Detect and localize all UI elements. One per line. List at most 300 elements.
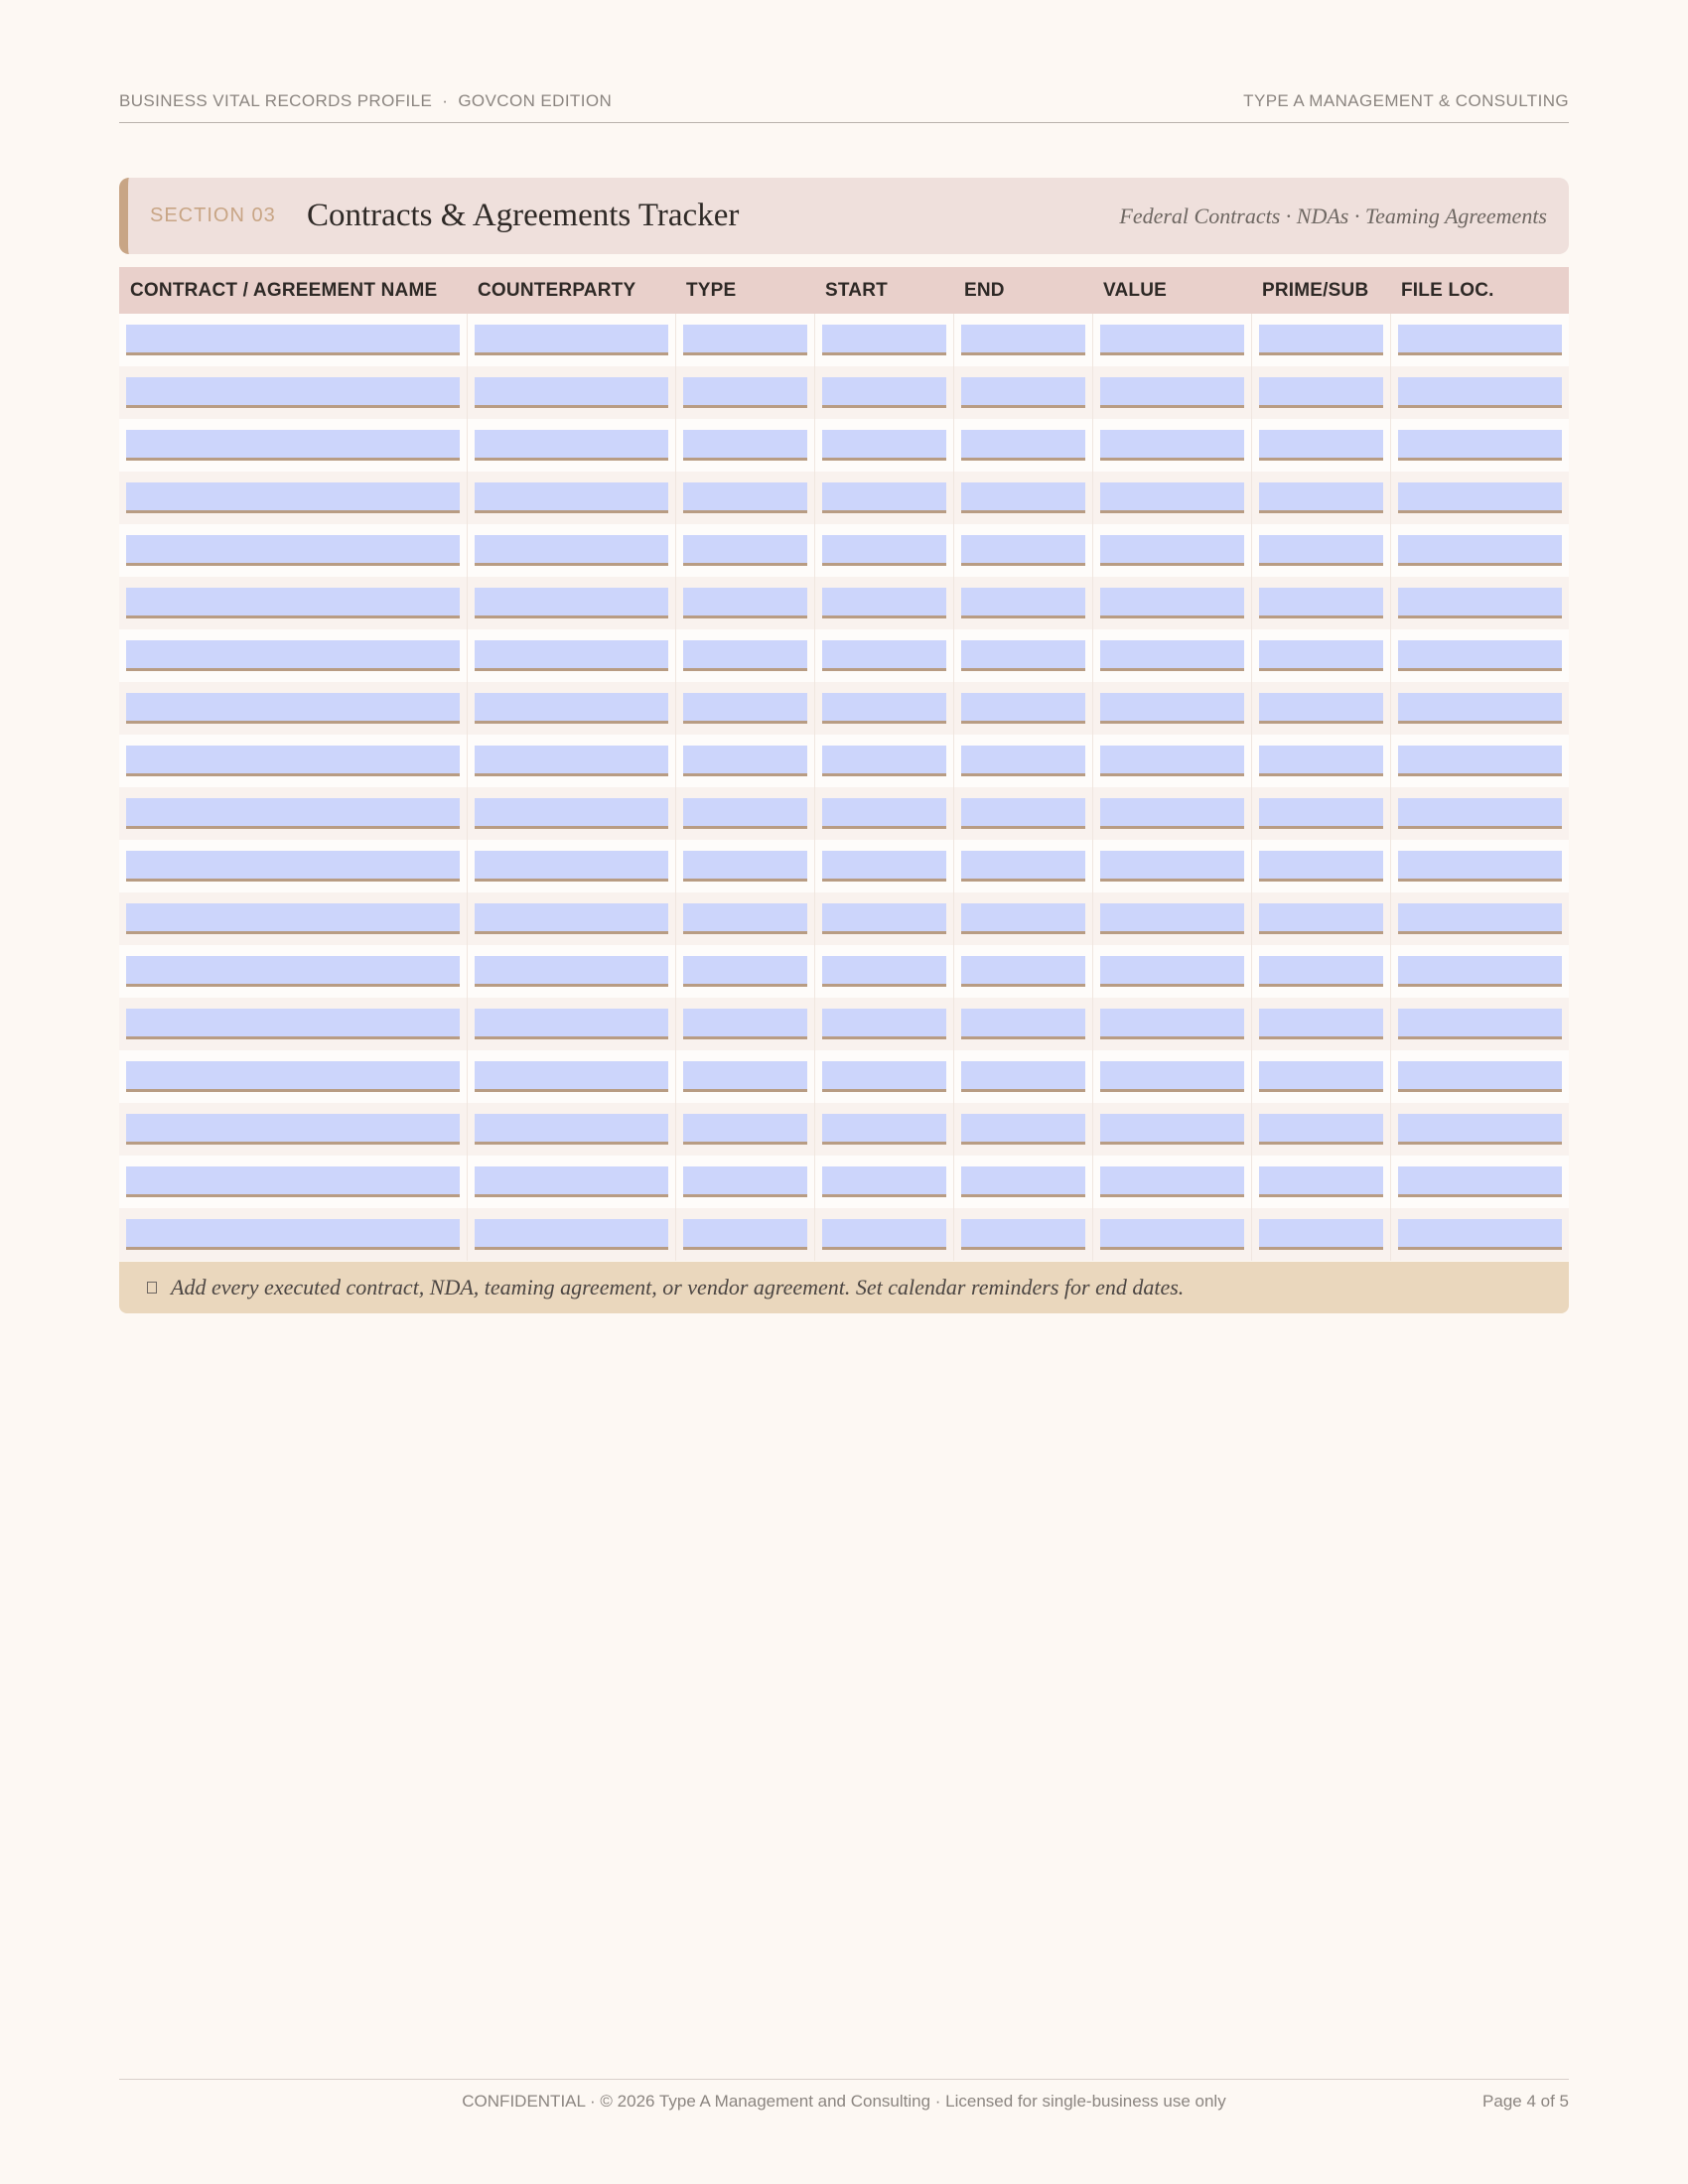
table-cell xyxy=(814,419,953,472)
table-cell xyxy=(814,472,953,524)
table-cell xyxy=(1251,945,1390,998)
end-date-field[interactable] xyxy=(961,325,1085,355)
table-cell xyxy=(675,1103,814,1156)
value-field[interactable] xyxy=(1100,798,1244,829)
instruction-note xyxy=(119,1262,1569,1313)
value-field[interactable] xyxy=(1100,325,1244,355)
name-field[interactable] xyxy=(126,588,460,618)
start-date-field[interactable] xyxy=(822,640,946,671)
type-field[interactable] xyxy=(683,851,807,882)
table-cell xyxy=(467,840,675,892)
start-date-field[interactable] xyxy=(822,1114,946,1145)
table-row xyxy=(119,840,1569,892)
table-cell xyxy=(675,314,814,366)
prime-sub-field[interactable] xyxy=(1259,1219,1383,1250)
name-field[interactable] xyxy=(126,798,460,829)
value-field[interactable] xyxy=(1100,430,1244,461)
column-header-end: END xyxy=(953,267,1092,314)
column-header-start: START xyxy=(814,267,953,314)
table-cell xyxy=(1251,1050,1390,1103)
table-cell xyxy=(814,840,953,892)
column-header-prime-sub: PRIME/SUB xyxy=(1251,267,1390,314)
table-cell xyxy=(1092,892,1251,945)
table-cell xyxy=(1092,735,1251,787)
prime-sub-field[interactable] xyxy=(1259,430,1383,461)
type-field[interactable] xyxy=(683,535,807,566)
table-cell xyxy=(953,682,1092,735)
start-date-field[interactable] xyxy=(822,903,946,934)
table-row xyxy=(119,472,1569,524)
table-cell xyxy=(814,892,953,945)
type-field[interactable] xyxy=(683,1219,807,1250)
table-cell xyxy=(467,472,675,524)
table-row xyxy=(119,1156,1569,1208)
prime-sub-field[interactable] xyxy=(1259,903,1383,934)
table-cell xyxy=(675,629,814,682)
counterparty-field[interactable] xyxy=(475,1061,668,1092)
end-date-field[interactable] xyxy=(961,640,1085,671)
prime-sub-field[interactable] xyxy=(1259,535,1383,566)
type-field[interactable] xyxy=(683,640,807,671)
value-field[interactable] xyxy=(1100,903,1244,934)
table-cell xyxy=(1092,472,1251,524)
table-cell xyxy=(467,892,675,945)
running-header xyxy=(119,91,1569,123)
start-date-field[interactable] xyxy=(822,535,946,566)
table-cell xyxy=(814,998,953,1050)
edition-label: GOVCON EDITION xyxy=(458,91,613,110)
table-cell xyxy=(675,682,814,735)
prime-sub-field[interactable] xyxy=(1259,1166,1383,1197)
type-field[interactable] xyxy=(683,956,807,987)
end-date-field[interactable] xyxy=(961,1114,1085,1145)
name-field[interactable] xyxy=(126,903,460,934)
table-cell xyxy=(1390,945,1569,998)
end-date-field[interactable] xyxy=(961,798,1085,829)
table-cell xyxy=(119,1050,467,1103)
company-name: TYPE A MANAGEMENT & CONSULTING xyxy=(1243,91,1569,110)
table-cell xyxy=(119,682,467,735)
file-location-field[interactable] xyxy=(1398,325,1563,355)
counterparty-field[interactable] xyxy=(475,640,668,671)
start-date-field[interactable] xyxy=(822,1061,946,1092)
table-cell xyxy=(119,735,467,787)
start-date-field[interactable] xyxy=(822,325,946,355)
start-date-field[interactable] xyxy=(822,851,946,882)
counterparty-field[interactable] xyxy=(475,746,668,776)
name-field[interactable] xyxy=(126,1061,460,1092)
table-row xyxy=(119,577,1569,629)
table-cell xyxy=(119,840,467,892)
table-cell xyxy=(119,629,467,682)
table-cell xyxy=(467,629,675,682)
table-cell xyxy=(467,682,675,735)
table-cell xyxy=(814,945,953,998)
table-row xyxy=(119,366,1569,419)
end-date-field[interactable] xyxy=(961,693,1085,724)
name-field[interactable] xyxy=(126,535,460,566)
table-cell xyxy=(467,1208,675,1261)
table-cell xyxy=(1251,1208,1390,1261)
contracts-table xyxy=(119,267,1569,1261)
start-date-field[interactable] xyxy=(822,798,946,829)
file-location-field[interactable] xyxy=(1398,1114,1563,1145)
table-cell xyxy=(1390,840,1569,892)
table-cell xyxy=(1092,314,1251,366)
name-field[interactable] xyxy=(126,482,460,513)
table-cell xyxy=(953,524,1092,577)
table-cell xyxy=(1251,524,1390,577)
table-cell xyxy=(1092,1156,1251,1208)
value-field[interactable] xyxy=(1100,640,1244,671)
table-cell xyxy=(953,366,1092,419)
value-field[interactable] xyxy=(1100,1166,1244,1197)
table-cell xyxy=(467,787,675,840)
end-date-field[interactable] xyxy=(961,535,1085,566)
start-date-field[interactable] xyxy=(822,746,946,776)
table-cell xyxy=(119,366,467,419)
value-field[interactable] xyxy=(1100,1219,1244,1250)
prime-sub-field[interactable] xyxy=(1259,377,1383,408)
prime-sub-field[interactable] xyxy=(1259,746,1383,776)
table-cell xyxy=(953,892,1092,945)
end-date-field[interactable] xyxy=(961,430,1085,461)
table-cell xyxy=(675,1208,814,1261)
table-cell xyxy=(953,1103,1092,1156)
table-cell xyxy=(1092,366,1251,419)
table-cell xyxy=(1390,419,1569,472)
column-header-type: TYPE xyxy=(675,267,814,314)
value-field[interactable] xyxy=(1100,588,1244,618)
table-cell xyxy=(1092,629,1251,682)
file-location-field[interactable] xyxy=(1398,482,1563,513)
table-cell xyxy=(814,314,953,366)
table-cell xyxy=(1390,524,1569,577)
table-cell xyxy=(675,840,814,892)
counterparty-field[interactable] xyxy=(475,482,668,513)
table-cell xyxy=(1251,419,1390,472)
file-location-field[interactable] xyxy=(1398,1219,1563,1250)
page-footer xyxy=(119,2079,1569,2111)
column-header-name: CONTRACT / AGREEMENT NAME xyxy=(119,267,467,314)
table-cell xyxy=(467,314,675,366)
table-cell xyxy=(814,366,953,419)
end-date-field[interactable] xyxy=(961,1219,1085,1250)
table-cell xyxy=(467,998,675,1050)
name-field[interactable] xyxy=(126,377,460,408)
type-field[interactable] xyxy=(683,482,807,513)
table-cell xyxy=(1092,945,1251,998)
section-number: SECTION 03 xyxy=(150,205,276,226)
value-field[interactable] xyxy=(1100,535,1244,566)
table-cell xyxy=(1251,682,1390,735)
file-location-field[interactable] xyxy=(1398,640,1563,671)
end-date-field[interactable] xyxy=(961,851,1085,882)
counterparty-field[interactable] xyxy=(475,325,668,355)
table-cell xyxy=(1251,840,1390,892)
file-location-field[interactable] xyxy=(1398,903,1563,934)
table-cell xyxy=(1251,577,1390,629)
end-date-field[interactable] xyxy=(961,377,1085,408)
table-cell xyxy=(1092,787,1251,840)
table-cell xyxy=(1251,472,1390,524)
name-field[interactable] xyxy=(126,1114,460,1145)
name-field[interactable] xyxy=(126,851,460,882)
type-field[interactable] xyxy=(683,325,807,355)
prime-sub-field[interactable] xyxy=(1259,325,1383,355)
name-field[interactable] xyxy=(126,693,460,724)
table-cell xyxy=(953,629,1092,682)
start-date-field[interactable] xyxy=(822,1009,946,1039)
value-field[interactable] xyxy=(1100,851,1244,882)
prime-sub-field[interactable] xyxy=(1259,851,1383,882)
table-cell xyxy=(675,787,814,840)
table-row xyxy=(119,1050,1569,1103)
counterparty-field[interactable] xyxy=(475,693,668,724)
table-cell xyxy=(675,366,814,419)
page-number: Page 4 of 5 xyxy=(1482,2092,1569,2111)
prime-sub-field[interactable] xyxy=(1259,640,1383,671)
table-cell xyxy=(1092,1050,1251,1103)
table-cell xyxy=(1251,629,1390,682)
file-location-field[interactable] xyxy=(1398,1061,1563,1092)
table-cell xyxy=(814,577,953,629)
counterparty-field[interactable] xyxy=(475,1219,668,1250)
table-cell xyxy=(814,1208,953,1261)
table-cell xyxy=(1251,314,1390,366)
table-cell xyxy=(467,577,675,629)
table-cell xyxy=(119,1156,467,1208)
file-location-field[interactable] xyxy=(1398,1009,1563,1039)
table-cell xyxy=(1251,998,1390,1050)
table-cell xyxy=(953,735,1092,787)
table-cell xyxy=(953,1050,1092,1103)
table-cell xyxy=(1251,892,1390,945)
table-cell xyxy=(1390,892,1569,945)
table-cell xyxy=(675,419,814,472)
name-field[interactable] xyxy=(126,746,460,776)
end-date-field[interactable] xyxy=(961,1061,1085,1092)
table-cell xyxy=(675,1050,814,1103)
table-row xyxy=(119,314,1569,366)
table-cell xyxy=(1390,1103,1569,1156)
table-cell xyxy=(119,892,467,945)
name-field[interactable] xyxy=(126,325,460,355)
table-cell xyxy=(1092,524,1251,577)
counterparty-field[interactable] xyxy=(475,535,668,566)
prime-sub-field[interactable] xyxy=(1259,956,1383,987)
note-text: Add every executed contract, NDA, teaming agreement, or vendor agreement. Set calendar reminders for end dates. xyxy=(171,1275,1185,1299)
value-field[interactable] xyxy=(1100,1114,1244,1145)
table-row xyxy=(119,524,1569,577)
table-cell xyxy=(953,787,1092,840)
table-cell xyxy=(814,787,953,840)
name-field[interactable] xyxy=(126,1009,460,1039)
table-cell xyxy=(953,1156,1092,1208)
file-location-field[interactable] xyxy=(1398,798,1563,829)
value-field[interactable] xyxy=(1100,693,1244,724)
table-cell xyxy=(119,1103,467,1156)
value-field[interactable] xyxy=(1100,1061,1244,1092)
prime-sub-field[interactable] xyxy=(1259,1114,1383,1145)
type-field[interactable] xyxy=(683,1009,807,1039)
table-cell xyxy=(814,1050,953,1103)
table-cell xyxy=(675,1156,814,1208)
table-cell xyxy=(953,419,1092,472)
name-field[interactable] xyxy=(126,956,460,987)
table-cell xyxy=(1390,735,1569,787)
value-field[interactable] xyxy=(1100,746,1244,776)
table-cell xyxy=(1092,1103,1251,1156)
start-date-field[interactable] xyxy=(822,1219,946,1250)
counterparty-field[interactable] xyxy=(475,1114,668,1145)
document-title: BUSINESS VITAL RECORDS PROFILE xyxy=(119,91,433,110)
start-date-field[interactable] xyxy=(822,430,946,461)
value-field[interactable] xyxy=(1100,377,1244,408)
value-field[interactable] xyxy=(1100,482,1244,513)
prime-sub-field[interactable] xyxy=(1259,1061,1383,1092)
type-field[interactable] xyxy=(683,1061,807,1092)
table-cell xyxy=(814,1103,953,1156)
prime-sub-field[interactable] xyxy=(1259,482,1383,513)
table-cell xyxy=(1092,840,1251,892)
file-location-field[interactable] xyxy=(1398,588,1563,618)
table-cell xyxy=(1251,1156,1390,1208)
table-cell xyxy=(119,577,467,629)
start-date-field[interactable] xyxy=(822,482,946,513)
table-cell xyxy=(1251,1103,1390,1156)
table-cell xyxy=(467,366,675,419)
table-body xyxy=(119,314,1569,1261)
type-field[interactable] xyxy=(683,903,807,934)
start-date-field[interactable] xyxy=(822,377,946,408)
table-row xyxy=(119,629,1569,682)
table-cell xyxy=(119,314,467,366)
name-field[interactable] xyxy=(126,640,460,671)
table-cell xyxy=(1092,998,1251,1050)
end-date-field[interactable] xyxy=(961,588,1085,618)
table-cell xyxy=(1390,577,1569,629)
table-cell xyxy=(119,945,467,998)
table-cell xyxy=(814,735,953,787)
prime-sub-field[interactable] xyxy=(1259,588,1383,618)
file-location-field[interactable] xyxy=(1398,377,1563,408)
table-cell xyxy=(467,945,675,998)
table-cell xyxy=(1390,787,1569,840)
file-location-field[interactable] xyxy=(1398,535,1563,566)
name-field[interactable] xyxy=(126,430,460,461)
end-date-field[interactable] xyxy=(961,1009,1085,1039)
start-date-field[interactable] xyxy=(822,588,946,618)
type-field[interactable] xyxy=(683,693,807,724)
table-cell xyxy=(675,577,814,629)
table-cell xyxy=(1092,682,1251,735)
table-cell xyxy=(119,419,467,472)
table-cell xyxy=(814,629,953,682)
name-field[interactable] xyxy=(126,1166,460,1197)
column-header-value: VALUE xyxy=(1092,267,1251,314)
end-date-field[interactable] xyxy=(961,746,1085,776)
start-date-field[interactable] xyxy=(822,693,946,724)
type-field[interactable] xyxy=(683,377,807,408)
type-field[interactable] xyxy=(683,1166,807,1197)
end-date-field[interactable] xyxy=(961,903,1085,934)
table-cell xyxy=(467,419,675,472)
table-cell xyxy=(1251,787,1390,840)
counterparty-field[interactable] xyxy=(475,377,668,408)
counterparty-field[interactable] xyxy=(475,798,668,829)
table-cell xyxy=(119,787,467,840)
file-location-field[interactable] xyxy=(1398,956,1563,987)
end-date-field[interactable] xyxy=(961,482,1085,513)
table-cell xyxy=(1092,1208,1251,1261)
table-row xyxy=(119,945,1569,998)
table-cell xyxy=(953,998,1092,1050)
start-date-field[interactable] xyxy=(822,1166,946,1197)
prime-sub-field[interactable] xyxy=(1259,798,1383,829)
header-separator: · xyxy=(442,91,449,110)
file-location-field[interactable] xyxy=(1398,746,1563,776)
table-row xyxy=(119,735,1569,787)
table-cell xyxy=(1390,1156,1569,1208)
type-field[interactable] xyxy=(683,798,807,829)
table-row xyxy=(119,419,1569,472)
value-field[interactable] xyxy=(1100,956,1244,987)
table-cell xyxy=(675,735,814,787)
counterparty-field[interactable] xyxy=(475,588,668,618)
prime-sub-field[interactable] xyxy=(1259,693,1383,724)
file-location-field[interactable] xyxy=(1398,693,1563,724)
table-cell xyxy=(467,524,675,577)
table-cell xyxy=(675,945,814,998)
counterparty-field[interactable] xyxy=(475,956,668,987)
type-field[interactable] xyxy=(683,1114,807,1145)
table-row xyxy=(119,892,1569,945)
end-date-field[interactable] xyxy=(961,956,1085,987)
table-cell xyxy=(1390,366,1569,419)
table-cell xyxy=(675,472,814,524)
type-field[interactable] xyxy=(683,430,807,461)
table-cell xyxy=(953,577,1092,629)
counterparty-field[interactable] xyxy=(475,430,668,461)
table-cell xyxy=(467,1156,675,1208)
file-location-field[interactable] xyxy=(1398,430,1563,461)
table-cell xyxy=(467,735,675,787)
counterparty-field[interactable] xyxy=(475,903,668,934)
table-cell xyxy=(1390,998,1569,1050)
table-cell xyxy=(953,945,1092,998)
section-subtitle: Federal Contracts · NDAs · Teaming Agreements xyxy=(1119,203,1547,228)
table-cell xyxy=(1390,1208,1569,1261)
file-location-field[interactable] xyxy=(1398,1166,1563,1197)
table-row xyxy=(119,1208,1569,1261)
counterparty-field[interactable] xyxy=(475,1009,668,1039)
prime-sub-field[interactable] xyxy=(1259,1009,1383,1039)
value-field[interactable] xyxy=(1100,1009,1244,1039)
counterparty-field[interactable] xyxy=(475,851,668,882)
table-cell xyxy=(119,524,467,577)
file-location-field[interactable] xyxy=(1398,851,1563,882)
table-cell xyxy=(814,682,953,735)
start-date-field[interactable] xyxy=(822,956,946,987)
counterparty-field[interactable] xyxy=(475,1166,668,1197)
type-field[interactable] xyxy=(683,746,807,776)
end-date-field[interactable] xyxy=(961,1166,1085,1197)
footer-confidential: CONFIDENTIAL · © 2026 Type A Management and Consulting · Licensed for single-business use only xyxy=(462,2092,1226,2111)
name-field[interactable] xyxy=(126,1219,460,1250)
table-cell xyxy=(675,524,814,577)
type-field[interactable] xyxy=(683,588,807,618)
